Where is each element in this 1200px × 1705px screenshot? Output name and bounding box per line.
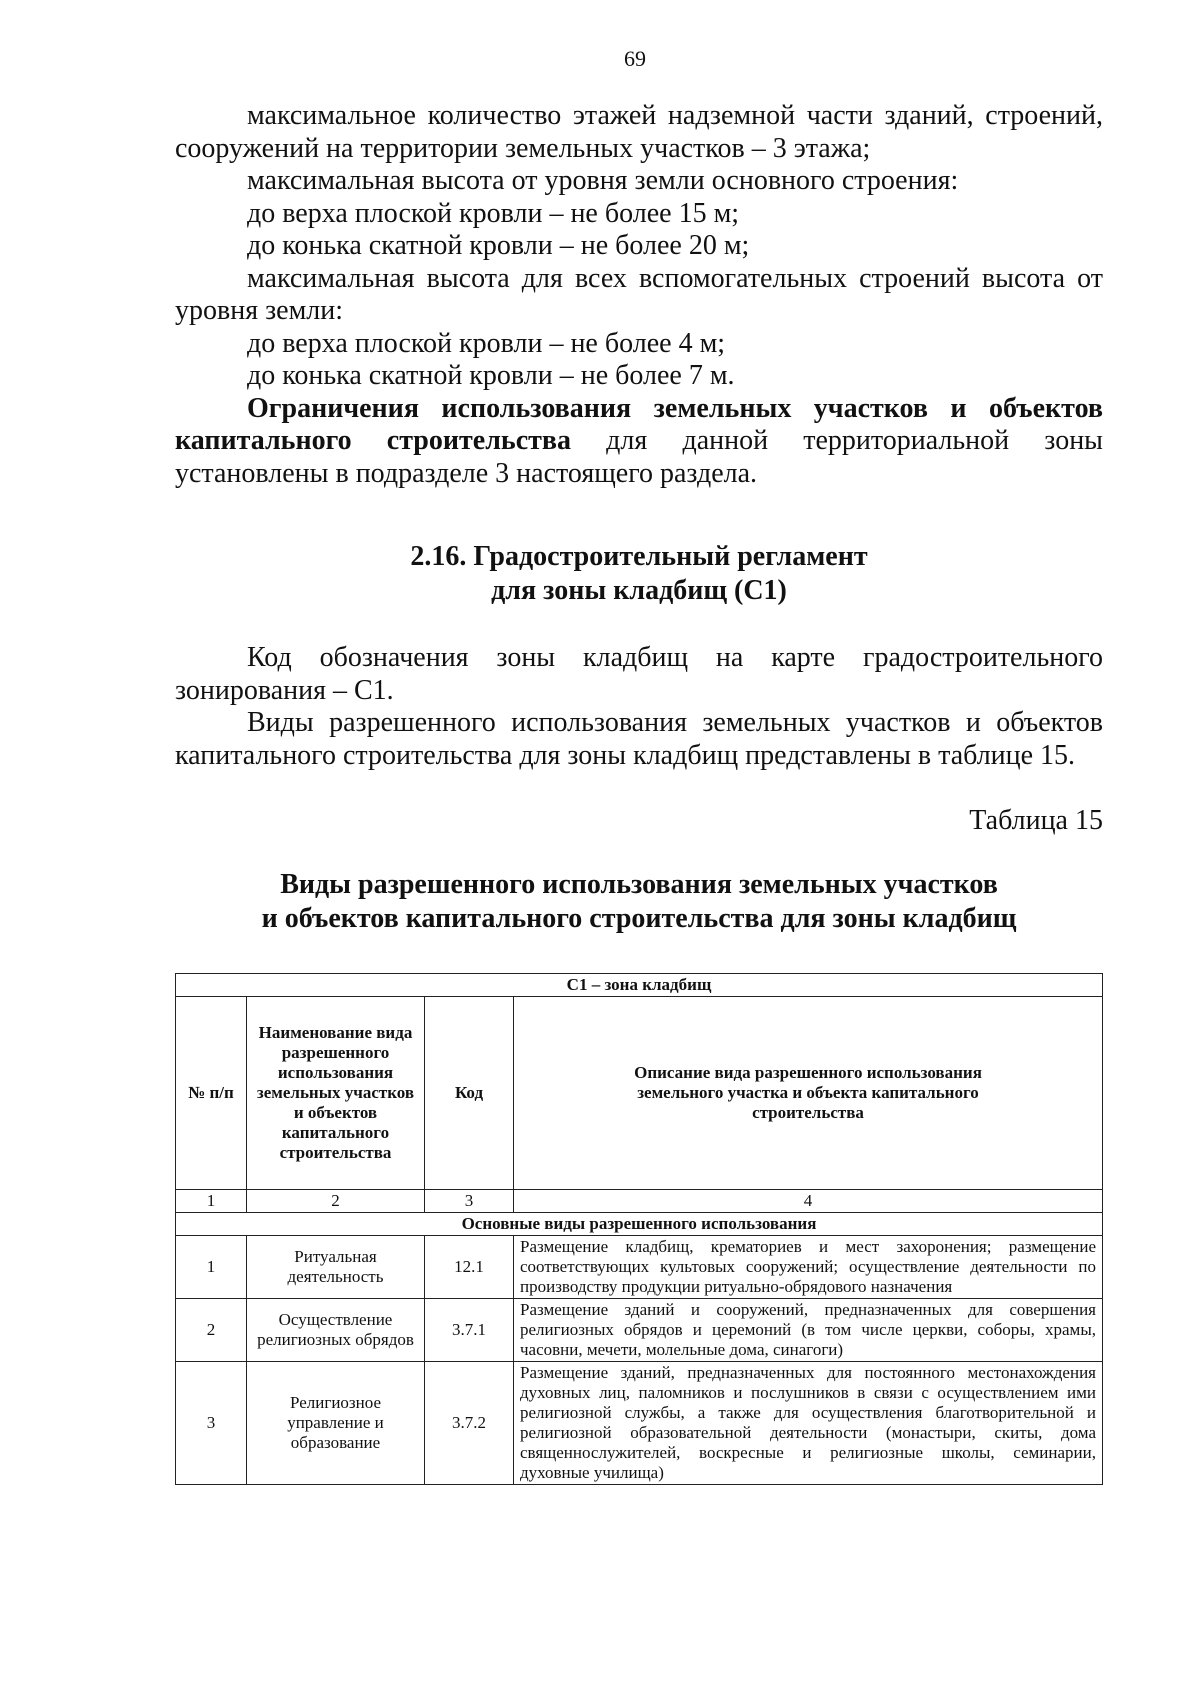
paragraph-aux-flat-roof: до верха плоской кровли – не более 4 м; [247,327,726,359]
zone-header: С1 – зона кладбищ [176,974,1103,997]
col-number: 3 [425,1190,514,1213]
col-number: 2 [247,1190,425,1213]
row-desc: Размещение зданий и сооружений, предназначенных для совершения религиозных обрядов и церемоний (в том числе церкви, соборы, храмы, часовни, мечети, молельные дома, синагоги) [514,1299,1103,1362]
table-row [176,1299,1103,1362]
permitted-use-table [175,973,1103,1485]
row-name: Религиозное управление и образование [247,1362,425,1485]
row-desc: Размещение зданий, предназначенных для постоянного местонахождения духовных лиц, паломников и послушников в связи с осуществлением ими религиозной службы, а также для осуществления благотворительной и религиозной образовательной деятельности (монастыри, скиты, дома священнослужителей, воскресные и религиозные школы, семинарии, духовные училища) [514,1362,1103,1485]
paragraph-restrictions [175,393,1103,491]
header-desc: Описание вида разрешенного использования земельного участка и объекта капитального строительства [514,997,1103,1190]
col-number: 4 [514,1190,1103,1213]
section-title [175,540,1103,608]
row-num: 1 [176,1236,247,1299]
row-desc: Размещение кладбищ, крематориев и мест захоронения; размещение соответствующих культовых сооружений; осуществление деятельности по производству продукции ритуально-обрядового назначения [514,1236,1103,1299]
group-header: Основные виды разрешенного использования [176,1213,1103,1236]
row-num: 2 [176,1299,247,1362]
paragraph-aux-height: максимальная высота для всех вспомогательных строений высота от уровня земли: [175,262,1103,326]
table-caption: Таблица 15 [969,805,1103,836]
col-number: 1 [176,1190,247,1213]
paragraph-max-height: максимальная высота от уровня земли основного строения: [247,165,959,196]
header-num: № п/п [176,997,247,1190]
row-code: 12.1 [425,1236,514,1299]
paragraph-zone-code: Код обозначения зоны кладбищ на карте градостроительного зонирования – С1. [175,642,1103,706]
paragraph-table-reference: Виды разрешенного использования земельных участков и объектов капитального строительства для зоны кладбищ представлены в таблице 15. [175,707,1103,771]
section-body [175,642,1103,772]
table-row [176,1236,1103,1299]
section-title-line1: 2.16. Градостроительный регламент [410,541,868,572]
restrictions-rest: для данной территориальной зоны установлены в подразделе 3 настоящего раздела. [175,425,1103,489]
table-group-row [176,1213,1103,1236]
paragraph-max-floors: максимальное количество этажей надземной части зданий, строений, сооружений на территории земельных участков – 3 этажа; [175,100,1103,164]
row-code: 3.7.2 [425,1362,514,1485]
paragraph-pitched-roof: до конька скатной кровли – не более 20 м; [247,230,750,261]
row-num: 3 [176,1362,247,1485]
table-row [176,1362,1103,1485]
restrictions-bold: Ограничения использования земельных участков и объектов капитального строительства [175,392,1103,456]
paragraph-aux-pitched-roof: до конька скатной кровли – не более 7 м. [247,360,735,391]
table-title-line2: и объектов капитального строительства для зоны кладбищ [261,903,1017,934]
table-title-line1: Виды разрешенного использования земельных участков [280,869,998,900]
paragraph-flat-roof: до верха плоской кровли – не более 15 м; [247,197,740,229]
row-name: Ритуальная деятельность [247,1236,425,1299]
table-header-row [176,997,1103,1190]
row-name: Осуществление религиозных обрядов [247,1299,425,1362]
header-code: Код [425,997,514,1190]
page-number: 69 [624,46,646,71]
table-zone-row [176,974,1103,997]
section-title-line2: для зоны кладбищ (С1) [491,575,787,606]
header-name: Наименование вида разрешенного использования земельных участков и объектов капитального строительства [247,997,425,1190]
table-column-numbers [176,1190,1103,1213]
row-code: 3.7.1 [425,1299,514,1362]
table-title [175,868,1103,936]
intro-text [175,100,1103,490]
